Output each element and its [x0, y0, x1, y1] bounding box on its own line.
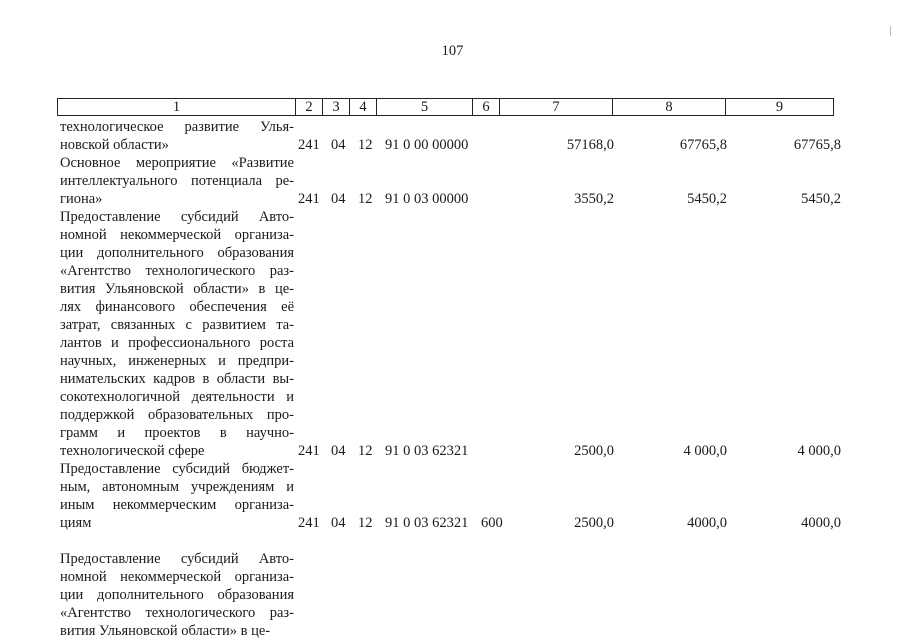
- header-col-8: 8: [613, 99, 726, 116]
- description-line: затрат, связанных с развитием та-: [60, 317, 294, 333]
- description-line: грамм и проектов в научно-: [60, 425, 294, 441]
- description-line: ции дополнительного образования: [60, 587, 294, 603]
- expense-type-code: 600: [481, 515, 503, 531]
- subsection-code: 12: [358, 191, 373, 207]
- description-line: номной некоммерческой организа-: [60, 227, 294, 243]
- description-line: технологическое развитие Улья-: [60, 119, 294, 135]
- description-line: «Агентство технологического раз-: [60, 605, 294, 621]
- header-col-3: 3: [323, 99, 350, 116]
- description-line: ции дополнительного образования: [60, 245, 294, 261]
- subsection-code: 12: [358, 443, 373, 459]
- amount-col-7: 2500,0: [574, 515, 614, 531]
- description-line: иным некоммерческим организа-: [60, 497, 294, 513]
- amount-col-7: 2500,0: [574, 443, 614, 459]
- description-line: поддержкой образовательных про-: [60, 407, 294, 423]
- header-col-6: 6: [473, 99, 500, 116]
- description-line: циям: [60, 515, 92, 531]
- admin-code: 241: [298, 191, 320, 207]
- amount-col-9: 5450,2: [801, 191, 841, 207]
- description-line: научных, инженерных и предпри-: [60, 353, 294, 369]
- header-col-2: 2: [296, 99, 323, 116]
- amount-col-8: 4 000,0: [683, 443, 727, 459]
- amount-col-9: 4000,0: [801, 515, 841, 531]
- admin-code: 241: [298, 443, 320, 459]
- section-code: 04: [331, 443, 346, 459]
- target-article-code: 91 0 03 62321: [385, 443, 469, 459]
- description-line: номной некоммерческой организа-: [60, 569, 294, 585]
- description-line: интеллектуального потенциала ре-: [60, 173, 294, 189]
- section-code: 04: [331, 191, 346, 207]
- header-col-7: 7: [500, 99, 613, 116]
- description-line: технологической сфере: [60, 443, 205, 459]
- target-article-code: 91 0 03 00000: [385, 191, 469, 207]
- target-article-code: 91 0 03 62321: [385, 515, 469, 531]
- description-line: «Агентство технологического раз-: [60, 263, 294, 279]
- description-line: гиона»: [60, 191, 103, 207]
- row-description: [60, 154, 294, 208]
- amount-col-9: 4 000,0: [797, 443, 841, 459]
- header-col-1: 1: [58, 99, 296, 116]
- subsection-code: 12: [358, 137, 373, 153]
- target-article-code: 91 0 00 00000: [385, 137, 469, 153]
- description-line: вития Ульяновской области» в це-: [60, 623, 271, 639]
- description-line: лантов и профессионального роста: [60, 335, 294, 351]
- section-code: 04: [331, 515, 346, 531]
- amount-col-8: 67765,8: [679, 137, 727, 153]
- amount-col-9: 67765,8: [793, 137, 841, 153]
- description-line: вития Ульяновской области» в це-: [60, 281, 294, 297]
- description-line: Предоставление субсидий Авто-: [60, 209, 294, 225]
- admin-code: 241: [298, 515, 320, 531]
- amount-col-8: 4000,0: [687, 515, 727, 531]
- description-line: Предоставление субсидий Авто-: [60, 551, 294, 567]
- row-description: [60, 460, 294, 532]
- description-line: Основное мероприятие «Развитие: [60, 155, 294, 171]
- section-code: 04: [331, 137, 346, 153]
- amount-col-8: 5450,2: [687, 191, 727, 207]
- description-line: сокотехнологичной деятельности и: [60, 389, 294, 405]
- row-description: [60, 118, 294, 154]
- amount-col-7: 3550,2: [574, 191, 614, 207]
- description-line: лях финансового обеспечения её: [60, 299, 294, 315]
- amount-col-7: 57168,0: [566, 137, 614, 153]
- description-line: нимательских кадров в области вы-: [60, 371, 294, 387]
- row-description: [60, 208, 294, 460]
- header-col-9: 9: [726, 99, 834, 116]
- admin-code: 241: [298, 137, 320, 153]
- header-col-5: 5: [377, 99, 473, 116]
- description-line: Предоставление субсидий бюджет-: [60, 461, 294, 477]
- description-line: ным, автономным учреждениям и: [60, 479, 294, 495]
- page-number: 107: [441, 43, 464, 59]
- header-col-4: 4: [350, 99, 377, 116]
- subsection-code: 12: [358, 515, 373, 531]
- description-line: новской области»: [60, 137, 169, 153]
- row-description: [60, 550, 294, 640]
